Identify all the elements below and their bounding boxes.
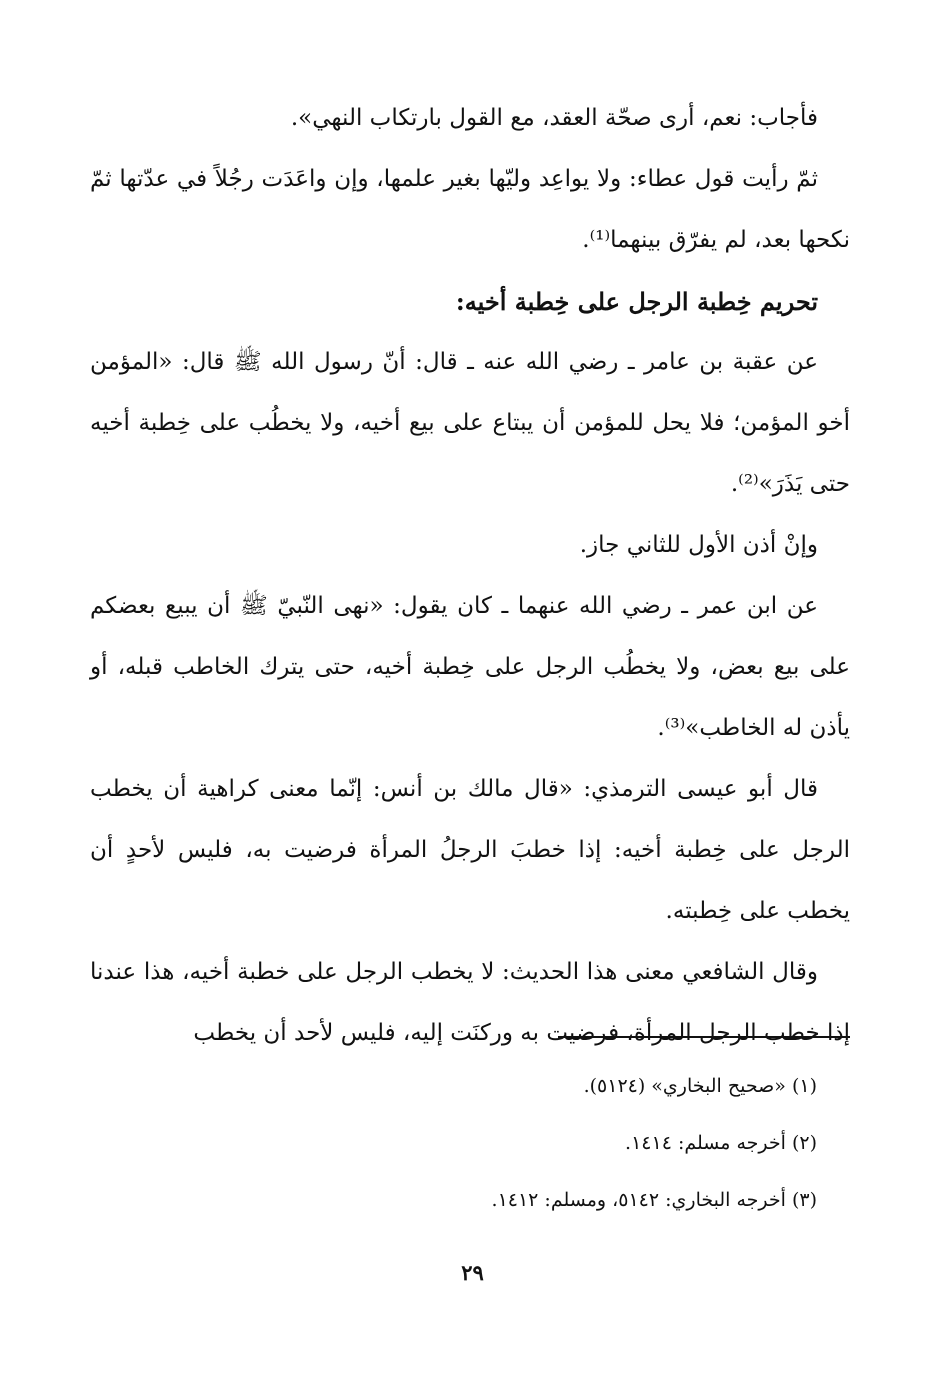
footnote-separator [558, 1036, 850, 1038]
footnote: (٣) أخرجه البخاري: ٥١٤٢، ومسلم: ١٤١٢. [491, 1189, 817, 1211]
paragraph: قال أبو عيسى الترمذي: «قال مالك بن أنس: إنّما معنى كراهية أن يخطب الرجل على خِطبة أخيه: إذا خطبَ الرجلُ المرأة فرضيت به، فليس لأحدٍ أن يخطب على خِطبته. [90, 776, 850, 924]
page-number: ٢٩ [461, 1260, 484, 1285]
paragraph: عن ابن عمر ـ رضي الله عنهما ـ كان يقول: «نهى النّبيّ ﷺ أن يبيع بعضكم على بيع بعض، ولا يخطُب الرجل على خِطبة أخيه، حتى يترك الخاطب قبله، أو يأذن له الخاطب»⁽³⁾. [90, 593, 850, 741]
main-text [90, 88, 850, 1064]
paragraph: وإنْ أذن الأول للثاني جاز. [579, 532, 818, 558]
footnote: (١) «صحيح البخاري» (٥١٢٤). [583, 1075, 817, 1097]
footnotes [117, 1058, 817, 1229]
section-heading: تحريم خِطبة الرجل على خِطبة أخيه: [455, 287, 818, 316]
paragraph: فأجاب: نعم، أرى صحّة العقد، مع القول بارتكاب النهي». [290, 105, 818, 131]
paragraph: ثمّ رأيت قول عطاء: ولا يواعِد وليّها بغير علمها، وإن واعَدَت رجُلاً في عدّتها ثمّ نكحها بعد، لم يفرّق بينهما⁽¹⁾. [90, 166, 850, 253]
footnote: (٢) أخرجه مسلم: ١٤١٤. [625, 1132, 817, 1154]
paragraph: عن عقبة بن عامر ـ رضي الله عنه ـ قال: أنّ رسول الله ﷺ قال: «المؤمن أخو المؤمن؛ فلا يحل للمؤمن أن يبتاع على بيع أخيه، ولا يخطُب على خِطبة أخيه حتى يَذَرَ»⁽²⁾. [90, 349, 850, 497]
paragraph: وقال الشافعي معنى هذا الحديث: لا يخطب الرجل على خطبة أخيه، هذا عندنا إذا خطب الرجل المرأة، فرضيت به وركنَت إليه، فليس لأحد أن يخطب [90, 959, 850, 1046]
